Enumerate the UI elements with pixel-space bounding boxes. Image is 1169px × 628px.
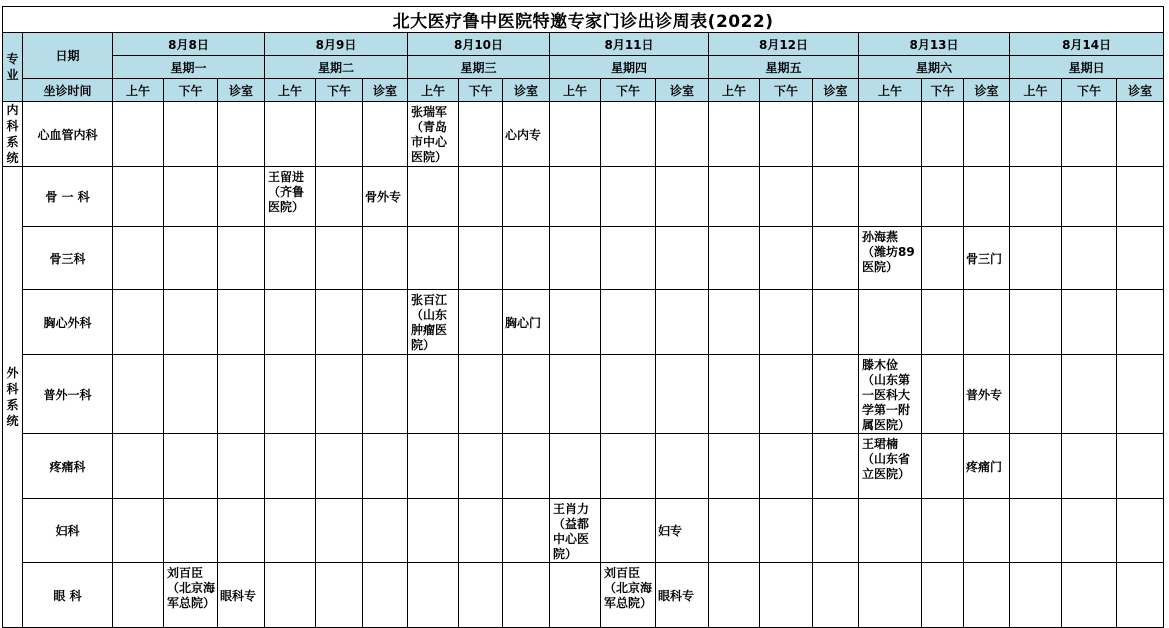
empty-cell [922, 167, 964, 227]
empty-cell [656, 102, 709, 167]
empty-cell [922, 290, 964, 355]
empty-cell [964, 290, 1010, 355]
empty-cell [601, 227, 656, 290]
empty-cell [709, 355, 760, 434]
date-header: 日期 [23, 33, 113, 79]
doctor-cell: 孙海燕（潍坊89医院） [859, 227, 922, 290]
weekday-header-5: 星期六 [859, 56, 1010, 79]
slot-header: 下午 [316, 79, 363, 102]
empty-cell [709, 563, 760, 628]
empty-cell [964, 167, 1010, 227]
empty-cell [218, 355, 265, 434]
weekday-header-1: 星期二 [265, 56, 408, 79]
empty-cell [1117, 499, 1164, 563]
empty-cell [164, 227, 218, 290]
empty-cell [859, 499, 922, 563]
empty-cell [113, 227, 164, 290]
empty-cell [363, 563, 408, 628]
department-cell: 骨三科 [23, 227, 113, 290]
empty-cell [760, 290, 813, 355]
slot-header: 诊室 [964, 79, 1010, 102]
department-cell: 普外一科 [23, 355, 113, 434]
empty-cell [760, 227, 813, 290]
slot-header: 上午 [113, 79, 164, 102]
table-row [3, 434, 1164, 499]
slot-header: 上午 [265, 79, 316, 102]
empty-cell [922, 355, 964, 434]
slot-header: 诊室 [1117, 79, 1164, 102]
empty-cell [709, 434, 760, 499]
empty-cell [164, 102, 218, 167]
empty-cell [922, 434, 964, 499]
slot-header: 诊室 [813, 79, 859, 102]
empty-cell [218, 499, 265, 563]
slot-header: 诊室 [363, 79, 408, 102]
empty-cell [316, 355, 363, 434]
empty-cell [503, 563, 550, 628]
empty-cell [265, 102, 316, 167]
slot-header: 上午 [550, 79, 601, 102]
empty-cell [1117, 355, 1164, 434]
slot-header: 上午 [859, 79, 922, 102]
empty-cell [408, 167, 459, 227]
empty-cell [164, 499, 218, 563]
doctor-cell: 王留进（齐鲁医院） [265, 167, 316, 227]
empty-cell [813, 355, 859, 434]
empty-cell [656, 355, 709, 434]
weekday-header-3: 星期四 [550, 56, 709, 79]
empty-cell [363, 355, 408, 434]
empty-cell [1117, 563, 1164, 628]
empty-cell [709, 167, 760, 227]
empty-cell [316, 499, 363, 563]
slot-header: 下午 [922, 79, 964, 102]
empty-cell [1010, 499, 1062, 563]
empty-cell [459, 102, 503, 167]
empty-cell [408, 434, 459, 499]
empty-cell [218, 102, 265, 167]
empty-cell [363, 434, 408, 499]
department-cell: 眼 科 [23, 563, 113, 628]
weekday-header-0: 星期一 [113, 56, 265, 79]
empty-cell [1117, 227, 1164, 290]
empty-cell [859, 167, 922, 227]
empty-cell [113, 290, 164, 355]
date-header-3: 8月11日 [550, 33, 709, 56]
clinic-room-cell: 眼科专 [656, 563, 709, 628]
clinic-room-cell: 疼痛门 [964, 434, 1010, 499]
empty-cell [1062, 290, 1117, 355]
slot-header: 诊室 [656, 79, 709, 102]
empty-cell [709, 499, 760, 563]
table-row [3, 355, 1164, 434]
empty-cell [459, 167, 503, 227]
empty-cell [1010, 434, 1062, 499]
doctor-cell: 王珺楠（山东省立医院） [859, 434, 922, 499]
empty-cell [656, 290, 709, 355]
empty-cell [363, 227, 408, 290]
empty-cell [922, 563, 964, 628]
system-label-internal: 内科系统 [3, 102, 23, 167]
empty-cell [760, 434, 813, 499]
date-header-0: 8月8日 [113, 33, 265, 56]
empty-cell [1010, 102, 1062, 167]
empty-cell [601, 499, 656, 563]
clinic-room-cell: 妇专 [656, 499, 709, 563]
empty-cell [1010, 167, 1062, 227]
empty-cell [813, 499, 859, 563]
empty-cell [550, 167, 601, 227]
empty-cell [760, 355, 813, 434]
empty-cell [316, 102, 363, 167]
empty-cell [1010, 355, 1062, 434]
doctor-cell: 张百江（山东肿瘤医院） [408, 290, 459, 355]
empty-cell [1062, 227, 1117, 290]
empty-cell [964, 499, 1010, 563]
empty-cell [656, 434, 709, 499]
slot-header: 下午 [1062, 79, 1117, 102]
empty-cell [550, 355, 601, 434]
slot-header: 上午 [1010, 79, 1062, 102]
empty-cell [1062, 355, 1117, 434]
department-cell: 疼痛科 [23, 434, 113, 499]
table-row [3, 167, 1164, 227]
empty-cell [1062, 434, 1117, 499]
empty-cell [408, 227, 459, 290]
empty-cell [265, 355, 316, 434]
empty-cell [459, 290, 503, 355]
date-header-2: 8月10日 [408, 33, 550, 56]
empty-cell [1010, 227, 1062, 290]
empty-cell [265, 290, 316, 355]
empty-cell [459, 563, 503, 628]
doctor-cell: 刘百臣（北京海军总院） [164, 563, 218, 628]
slot-header: 下午 [760, 79, 813, 102]
empty-cell [503, 434, 550, 499]
date-header-5: 8月13日 [859, 33, 1010, 56]
empty-cell [363, 499, 408, 563]
clinic-room-cell: 普外专 [964, 355, 1010, 434]
empty-cell [265, 434, 316, 499]
clinic-room-cell: 胸心门 [503, 290, 550, 355]
empty-cell [601, 355, 656, 434]
empty-cell [813, 227, 859, 290]
empty-cell [550, 227, 601, 290]
clinic-room-cell: 心内专 [503, 102, 550, 167]
empty-cell [760, 102, 813, 167]
empty-cell [656, 227, 709, 290]
empty-cell [316, 227, 363, 290]
department-cell: 骨 一 科 [23, 167, 113, 227]
slot-header: 诊室 [503, 79, 550, 102]
specialty-label: 专业 [6, 52, 19, 82]
department-cell: 胸心外科 [23, 290, 113, 355]
empty-cell [503, 227, 550, 290]
empty-cell [218, 434, 265, 499]
empty-cell [601, 167, 656, 227]
empty-cell [859, 102, 922, 167]
weekday-header-6: 星期日 [1010, 56, 1164, 79]
empty-cell [859, 563, 922, 628]
table-row [3, 290, 1164, 355]
empty-cell [316, 290, 363, 355]
empty-cell [113, 355, 164, 434]
empty-cell [503, 167, 550, 227]
empty-cell [1117, 434, 1164, 499]
empty-cell [709, 102, 760, 167]
empty-cell [218, 227, 265, 290]
system-label-surgical: 外科系统 [3, 167, 23, 628]
empty-cell [316, 563, 363, 628]
doctor-cell: 王肖力（益都中心医院） [550, 499, 601, 563]
clinic-room-cell: 骨外专 [363, 167, 408, 227]
empty-cell [813, 290, 859, 355]
empty-cell [218, 290, 265, 355]
empty-cell [113, 499, 164, 563]
doctor-cell: 张瑞军（青岛市中心医院） [408, 102, 459, 167]
empty-cell [760, 563, 813, 628]
empty-cell [1117, 290, 1164, 355]
specialty-header [3, 33, 23, 102]
empty-cell [459, 355, 503, 434]
empty-cell [164, 355, 218, 434]
empty-cell [1010, 563, 1062, 628]
empty-cell [1062, 563, 1117, 628]
empty-cell [113, 563, 164, 628]
empty-cell [113, 167, 164, 227]
department-cell: 妇科 [23, 499, 113, 563]
empty-cell [363, 290, 408, 355]
date-header-6: 8月14日 [1010, 33, 1164, 56]
weekday-header-4: 星期五 [709, 56, 859, 79]
empty-cell [550, 563, 601, 628]
empty-cell [459, 227, 503, 290]
empty-cell [164, 167, 218, 227]
clinic-room-cell: 眼科专 [218, 563, 265, 628]
schedule-table [2, 6, 1164, 628]
empty-cell [218, 167, 265, 227]
table-row [3, 499, 1164, 563]
table-row [3, 563, 1164, 628]
empty-cell [922, 227, 964, 290]
slot-header: 上午 [709, 79, 760, 102]
empty-cell [1117, 102, 1164, 167]
empty-cell [601, 102, 656, 167]
doctor-cell: 刘百臣（北京海军总院） [601, 563, 656, 628]
empty-cell [459, 434, 503, 499]
empty-cell [922, 102, 964, 167]
empty-cell [503, 355, 550, 434]
empty-cell [813, 563, 859, 628]
slot-header: 诊室 [218, 79, 265, 102]
empty-cell [601, 434, 656, 499]
slot-header: 下午 [459, 79, 503, 102]
clinic-room-cell: 骨三门 [964, 227, 1010, 290]
empty-cell [408, 499, 459, 563]
empty-cell [656, 167, 709, 227]
empty-cell [164, 434, 218, 499]
empty-cell [1010, 290, 1062, 355]
empty-cell [813, 102, 859, 167]
empty-cell [922, 499, 964, 563]
slot-header: 上午 [408, 79, 459, 102]
empty-cell [550, 434, 601, 499]
empty-cell [459, 499, 503, 563]
page-title: 北大医疗鲁中医院特邀专家门诊出诊周表(2022) [3, 7, 1164, 33]
empty-cell [408, 563, 459, 628]
empty-cell [964, 563, 1010, 628]
empty-cell [550, 290, 601, 355]
empty-cell [316, 434, 363, 499]
date-header-4: 8月12日 [709, 33, 859, 56]
empty-cell [164, 290, 218, 355]
empty-cell [316, 167, 363, 227]
empty-cell [1117, 167, 1164, 227]
slot-header: 下午 [164, 79, 218, 102]
table-row [3, 102, 1164, 167]
table-row [3, 227, 1164, 290]
empty-cell [550, 102, 601, 167]
empty-cell [709, 227, 760, 290]
empty-cell [709, 290, 760, 355]
empty-cell [363, 102, 408, 167]
empty-cell [1062, 499, 1117, 563]
slot-header: 下午 [601, 79, 656, 102]
empty-cell [265, 227, 316, 290]
empty-cell [601, 290, 656, 355]
time-header: 坐诊时间 [23, 79, 113, 102]
empty-cell [813, 167, 859, 227]
empty-cell [503, 499, 550, 563]
doctor-cell: 滕木俭（山东第一医科大学第一附属医院） [859, 355, 922, 434]
empty-cell [113, 102, 164, 167]
empty-cell [859, 290, 922, 355]
empty-cell [408, 355, 459, 434]
empty-cell [265, 499, 316, 563]
empty-cell [265, 563, 316, 628]
empty-cell [1062, 167, 1117, 227]
department-cell: 心血管内科 [23, 102, 113, 167]
weekday-header-2: 星期三 [408, 56, 550, 79]
empty-cell [760, 499, 813, 563]
empty-cell [964, 102, 1010, 167]
date-header-1: 8月9日 [265, 33, 408, 56]
empty-cell [1062, 102, 1117, 167]
empty-cell [113, 434, 164, 499]
empty-cell [813, 434, 859, 499]
empty-cell [760, 167, 813, 227]
